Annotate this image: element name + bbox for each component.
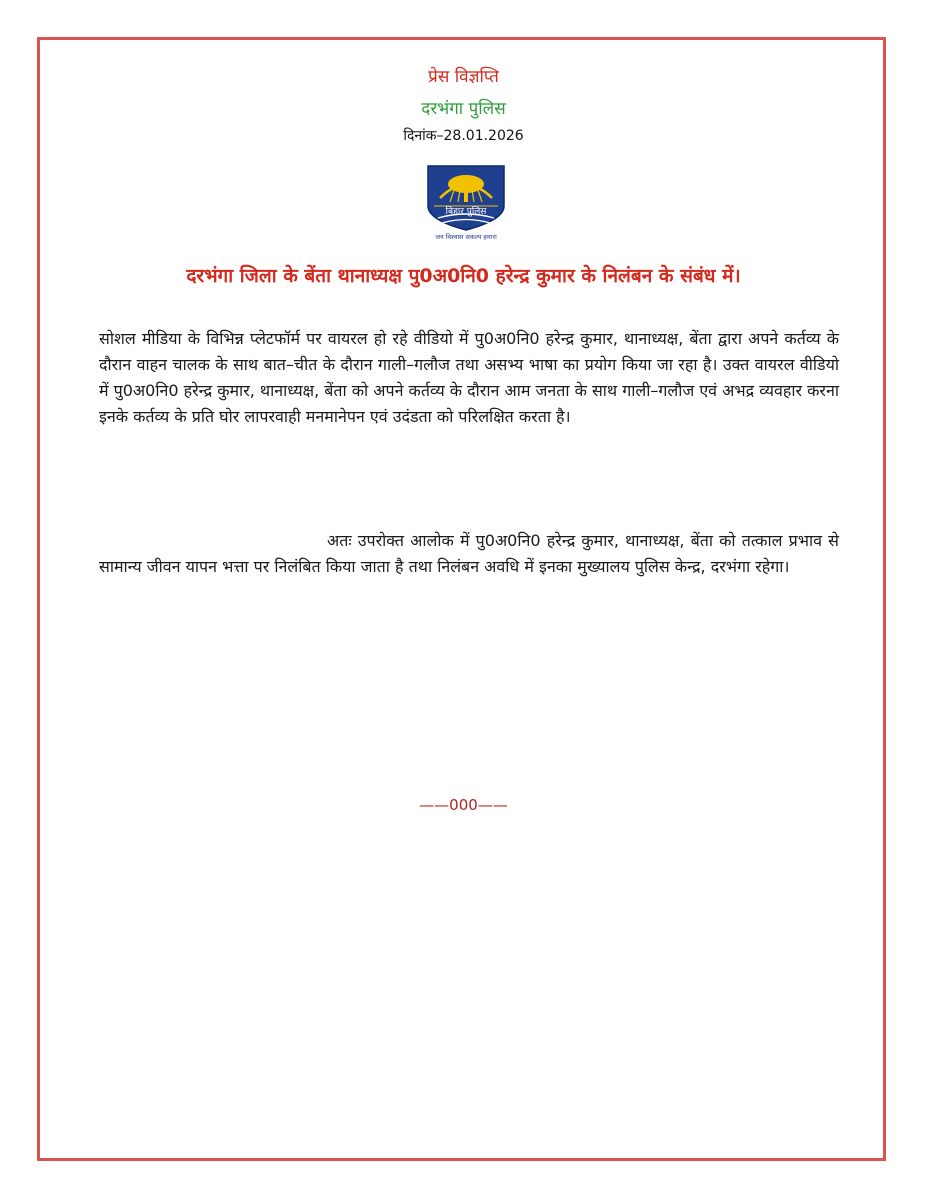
subject-heading: दरभंगा जिला के बेंता थानाध्यक्ष पु0अ0नि0 हरेन्द्र कुमार के निलंबन के संबंध में। xyxy=(186,265,741,287)
logo-name: बिहार पुलिस xyxy=(445,207,487,217)
bihar-police-logo xyxy=(420,162,512,242)
press-release-heading: प्रेस विज्ञप्ति xyxy=(428,67,499,87)
body-paragraph-1: सोशल मीडिया के विभिन्न प्लेटफॉर्म पर वायरल हो रहे वीडियो में पु0अ0नि0 हरेन्द्र कुमार, थानाध्यक्ष, बेंता द्वारा अपने कर्तव्य के दौरान वाहन चालक के साथ बात–चीत के दौरान गाली–गलौज तथा असभ्य भाषा का प्रयोग किया जा रहा है। उक्त वायरल वीडियो में पु0अ0नि0 हरेन्द्र कुमार, थानाध्यक्ष, बेंता को अपने कर्तव्य के दौरान आम जनता के साथ गाली–गलौज एवं अभद्र व्यवहार करना इनके कर्तव्य के प्रति घोर लापरवाही मनमानेपन एवं उदंडता को परिलक्षित करता है। xyxy=(99,329,839,426)
release-date: दिनांक–28.01.2026 xyxy=(403,128,524,144)
body-paragraph-2: अतः उपरोक्त आलोक में पु0अ0नि0 हरेन्द्र कुमार, थानाध्यक्ष, बेंता को तत्काल प्रभाव से सामान्य जीवन यापन भत्ता पर निलंबित किया जाता है तथा निलंबन अवधि में इनका मुख्यालय पुलिस केन्द्र, दरभंगा रहेगा। xyxy=(99,531,839,576)
closing-mark: ——000—— xyxy=(419,796,508,814)
logo-tagline: जन विश्वास संकल्प हमारा xyxy=(435,233,497,241)
organization-name: दरभंगा पुलिस xyxy=(421,99,506,119)
